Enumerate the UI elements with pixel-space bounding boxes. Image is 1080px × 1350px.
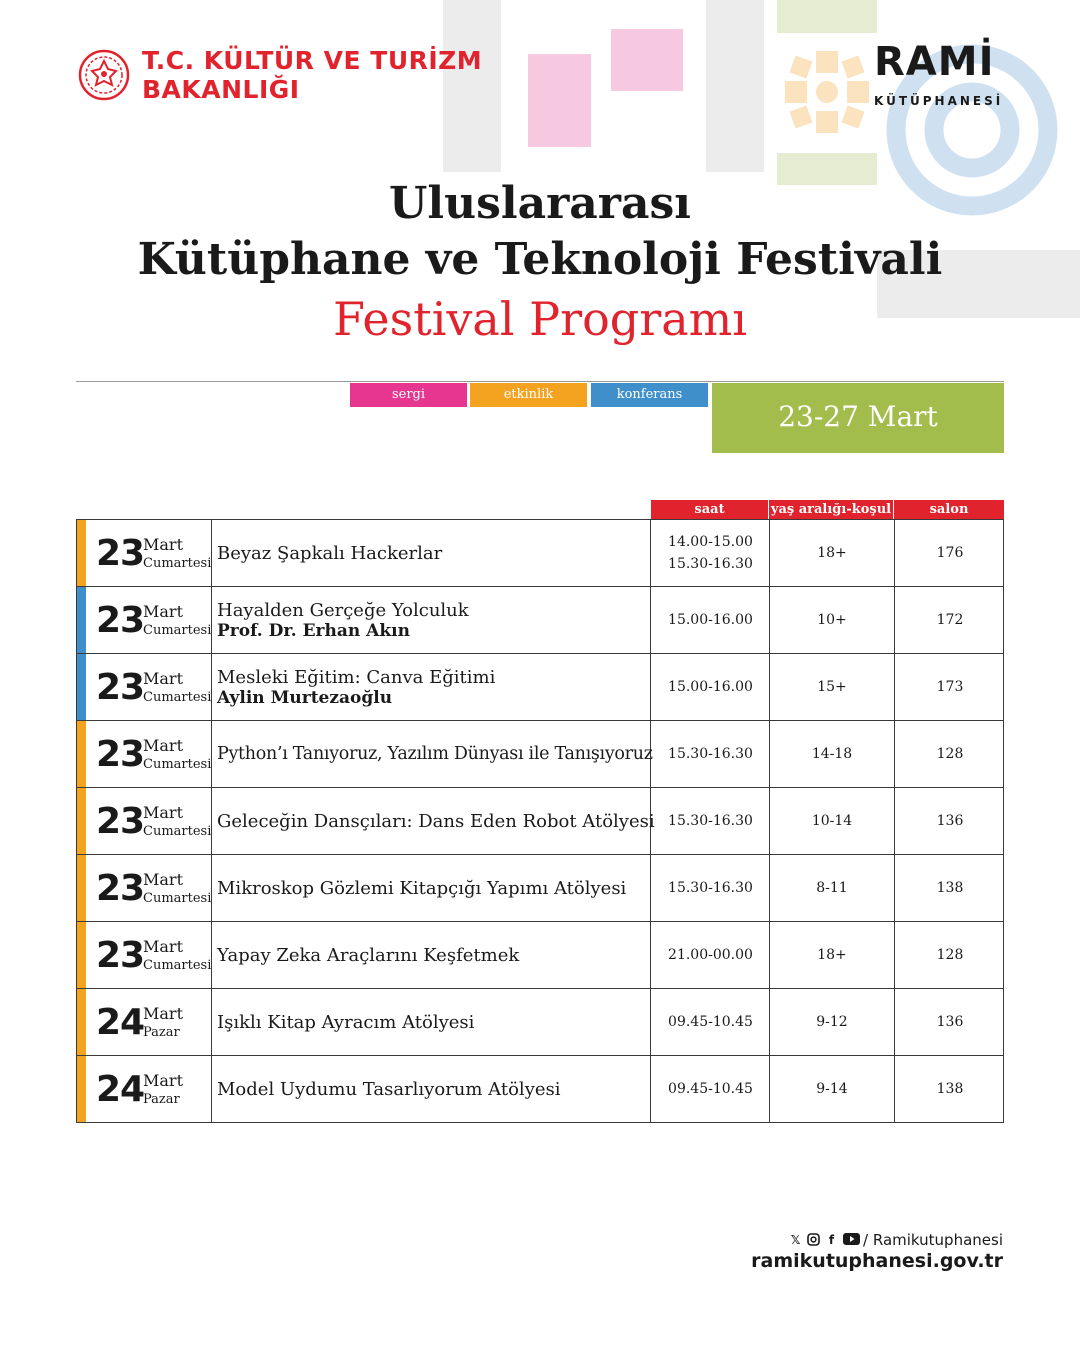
event-title: Mikroskop Gözlemi Kitapçığı Yapımı Atölyesi — [217, 877, 627, 899]
category-bar — [77, 855, 86, 921]
time-cell: 09.45-10.45 — [652, 989, 770, 1055]
month-label: Mart — [143, 803, 183, 822]
room-cell: 176 — [936, 545, 964, 561]
festival-dates: 23-27 Mart — [712, 383, 1004, 453]
event-cell — [212, 654, 651, 720]
date-cell — [86, 788, 212, 854]
event-title: Beyaz Şapkalı Hackerlar — [217, 542, 443, 564]
room-cell: 172 — [936, 612, 964, 628]
weekday-label: Cumartesi — [143, 958, 212, 973]
table-row — [76, 788, 1004, 855]
table-row — [76, 989, 1004, 1056]
category-bar — [77, 788, 86, 854]
day-number: 23 — [96, 935, 145, 976]
category-bar — [77, 1056, 86, 1122]
table-row — [76, 654, 1004, 721]
month-label: Mart — [143, 870, 183, 889]
legend-etkinlik: etkinlik — [470, 383, 587, 407]
month-label: Mart — [143, 1004, 183, 1023]
social-line — [788, 1231, 1003, 1249]
time-cell: 15.30-16.30 — [652, 721, 770, 787]
time-slot: 14.00-15.00 — [668, 534, 753, 550]
x-icon[interactable]: 𝕏 — [790, 1232, 801, 1247]
month-label: Mart — [143, 937, 183, 956]
event-cell — [212, 1056, 651, 1122]
header-time: saat — [651, 500, 768, 520]
category-bar — [77, 721, 86, 787]
age-cell: 9-12 — [770, 989, 895, 1055]
category-bar — [77, 989, 86, 1055]
ministry-emblem-icon — [78, 49, 130, 101]
event-cell — [212, 520, 651, 586]
time-cell: 21.00-00.00 — [652, 922, 770, 988]
title-line-2: Kütüphane ve Teknoloji Festivali — [137, 234, 943, 285]
time-cell — [652, 520, 770, 586]
library-logo — [874, 40, 1003, 108]
day-number: 24 — [96, 1069, 145, 1110]
room-cell: 136 — [936, 1014, 964, 1030]
date-cell — [86, 989, 212, 1055]
date-cell — [86, 654, 212, 720]
library-subtitle: KÜTÜPHANESİ — [874, 94, 1004, 108]
day-number: 23 — [96, 667, 145, 708]
weekday-label: Cumartesi — [143, 891, 212, 906]
weekday-label: Cumartesi — [143, 556, 212, 571]
day-number: 24 — [96, 1002, 145, 1043]
room-cell: 138 — [936, 1081, 964, 1097]
date-cell — [86, 1056, 212, 1122]
decor-pink-block-1 — [528, 54, 591, 147]
event-cell — [212, 922, 651, 988]
table-row — [76, 855, 1004, 922]
event-title: Model Uydumu Tasarlıyorum Atölyesi — [217, 1078, 561, 1100]
date-cell — [86, 587, 212, 653]
room-cell: 128 — [936, 746, 964, 762]
event-cell — [212, 855, 651, 921]
weekday-label: Pazar — [143, 1092, 180, 1107]
event-cell — [212, 721, 651, 787]
title-line-3: Festival Programı — [333, 292, 747, 346]
facebook-icon[interactable]: f — [828, 1232, 835, 1247]
date-cell — [86, 855, 212, 921]
social-handle[interactable]: / Ramikutuphanesi — [863, 1231, 1003, 1249]
weekday-label: Cumartesi — [143, 690, 212, 705]
time-cell: 15.00-16.00 — [652, 587, 770, 653]
weekday-label: Pazar — [143, 1025, 180, 1040]
category-bar — [77, 520, 86, 586]
decor-gray-bar-2 — [706, 0, 764, 172]
month-label: Mart — [143, 669, 183, 688]
room-cell: 128 — [936, 947, 964, 963]
age-cell: 18+ — [770, 520, 895, 586]
age-cell: 10-14 — [770, 788, 895, 854]
room-cell: 136 — [936, 813, 964, 829]
library-name: RAMİ — [874, 39, 995, 85]
month-label: Mart — [143, 736, 183, 755]
title-line-1: Uluslararası — [389, 178, 691, 229]
event-title: Mesleki Eğitim: Canva Eğitimi — [217, 666, 496, 688]
month-label: Mart — [143, 1071, 183, 1090]
age-cell: 10+ — [770, 587, 895, 653]
decor-sun-icon — [782, 48, 874, 136]
header-age: yaş aralığı-koşul — [769, 500, 893, 520]
room-cell: 138 — [936, 880, 964, 896]
weekday-label: Cumartesi — [143, 824, 212, 839]
decor-green-bar-1 — [777, 0, 877, 33]
weekday-label: Cumartesi — [143, 757, 212, 772]
category-bar — [77, 587, 86, 653]
weekday-label: Cumartesi — [143, 623, 212, 638]
time-cell: 15.00-16.00 — [652, 654, 770, 720]
ministry-name-line2: BAKANLIĞI — [142, 75, 300, 104]
event-title: Işıklı Kitap Ayracım Atölyesi — [217, 1011, 475, 1033]
legend-konferans: konferans — [591, 383, 708, 407]
time-slot: 15.30-16.30 — [668, 556, 753, 572]
age-cell: 15+ — [770, 654, 895, 720]
decor-pink-block-2 — [611, 29, 683, 91]
day-number: 23 — [96, 533, 145, 574]
day-number: 23 — [96, 734, 145, 775]
instagram-icon[interactable] — [806, 1233, 821, 1248]
time-cell: 15.30-16.30 — [652, 855, 770, 921]
age-cell: 9-14 — [770, 1056, 895, 1122]
program-table — [76, 519, 1004, 1123]
event-cell — [212, 788, 655, 854]
event-title: Geleceğin Dansçıları: Dans Eden Robot Atölyesi — [217, 810, 655, 832]
time-cell: 15.30-16.30 — [652, 788, 770, 854]
header-room: salon — [894, 500, 1004, 520]
category-bar — [77, 922, 86, 988]
day-number: 23 — [96, 600, 145, 641]
website-link[interactable]: ramikutuphanesi.gov.tr — [751, 1250, 1003, 1272]
event-title: Yapay Zeka Araçlarını Keşfetmek — [217, 944, 520, 966]
room-cell: 173 — [936, 679, 964, 695]
legend-sergi: sergi — [350, 383, 467, 407]
month-label: Mart — [143, 602, 183, 621]
table-row — [76, 721, 1004, 788]
day-number: 23 — [96, 801, 145, 842]
ministry-name-line1: T.C. KÜLTÜR VE TURİZM — [142, 46, 483, 75]
divider-line — [76, 381, 1004, 382]
table-row — [76, 922, 1004, 989]
youtube-icon[interactable] — [842, 1233, 860, 1248]
table-row — [76, 520, 1004, 587]
category-bar — [77, 654, 86, 720]
event-cell — [212, 587, 651, 653]
table-row — [76, 587, 1004, 654]
date-cell — [86, 721, 212, 787]
event-title: Hayalden Gerçeğe Yolculuk — [217, 599, 469, 621]
date-cell — [86, 520, 212, 586]
table-row — [76, 1056, 1004, 1123]
age-cell: 18+ — [770, 922, 895, 988]
age-cell: 8-11 — [770, 855, 895, 921]
day-number: 23 — [96, 868, 145, 909]
event-speaker: Aylin Murtezaoğlu — [217, 687, 393, 708]
event-title: Python’ı Tanıyoruz, Yazılım Dünyası ile Tanışıyoruz — [217, 743, 653, 764]
time-cell: 09.45-10.45 — [652, 1056, 770, 1122]
event-cell — [212, 989, 651, 1055]
date-cell — [86, 922, 212, 988]
ministry-logo — [78, 46, 482, 104]
event-speaker: Prof. Dr. Erhan Akın — [217, 620, 410, 641]
month-label: Mart — [143, 535, 183, 554]
age-cell: 14-18 — [770, 721, 895, 787]
